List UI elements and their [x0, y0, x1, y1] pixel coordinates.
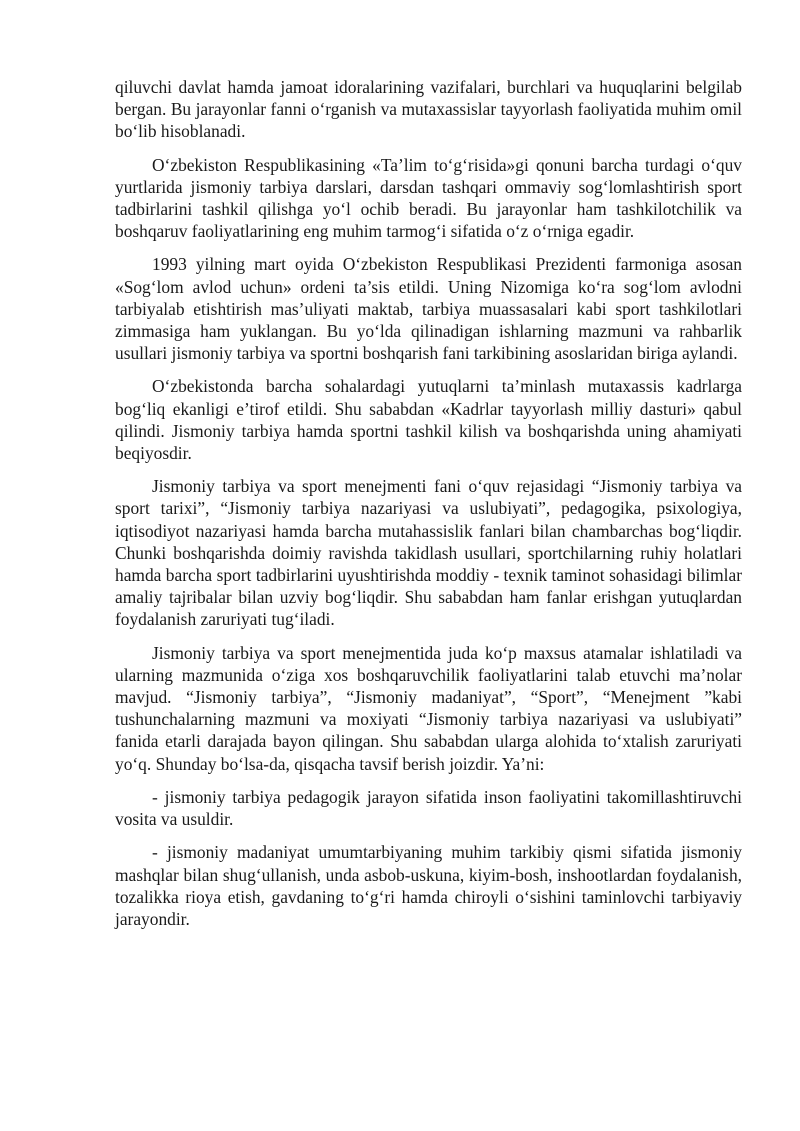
paragraph-healthy-generation-order: 1993 yilning mart oyida O‘zbekiston Respublikasi Prezidenti farmoniga asosan «Sog‘lom avlod uchun» ordeni ta’sis etildi. Uning Nizomiga ko‘ra sog‘lom avlodni tarbiyalab etishtirish mas’uliyati maktab, tarbiya muassasalari kabi sport tashkilotlari zimmasiga ham yuklangan. Bu yo‘lda qilinadigan ishlarning mazmuni va rahbarlik usullari jismoniy tarbiya va sportni boshqarish fani tarkibining asoslaridan biriga aylandi. — [115, 254, 742, 364]
paragraph-terminology: Jismoniy tarbiya va sport menejmentida juda ko‘p maxsus atamalar ishlatiladi va ularning mazmunida o‘ziga xos boshqaruvchilik faoliyatlarini talab etuvchi ma’nolar mavjud. “Jismoniy tarbiya”, “Jismoniy madaniyat”, “Sport”, “Menejment ”kabi tushunchalarning mazmuni va moxiyati “Jismoniy tarbiya nazariyasi va uslubiyati” fanida etarli darajada bayon qilingan. Shu sababdan ularga alohida to‘xtalish zaruriyati yo‘q. Shunday bo‘lsa-da, qisqacha tavsif berish joizdir. Ya’ni: — [115, 642, 742, 774]
document-page — [115, 76, 742, 941]
paragraph-personnel-training: O‘zbekistonda barcha sohalardagi yutuqlarni ta’minlash mutaxassis kadrlarga bog‘liq ekanligi e’tirof etildi. Shu sababdan «Kadrlar tayyorlash milliy dasturi» qabul qilindi. Jismoniy tarbiya hamda sportni tashkil kilish va boshqarishda uning ahamiyati beqiyosdir. — [115, 376, 742, 464]
paragraph-continuation: qiluvchi davlat hamda jamoat idoralarining vazifalari, burchlari va huquqlarini belgilab bergan. Bu jarayonlar fanni o‘rganish va mutaxassislar tayyorlash faoliyatida muhim omil bo‘lib hisoblanadi. — [115, 77, 742, 142]
list-item-physical-education: - jismoniy tarbiya pedagogik jarayon sifatida inson faoliyatini takomillashtiruvchi vosita va usuldir. — [115, 786, 742, 830]
list-item-physical-culture: - jismoniy madaniyat umumtarbiyaning muhim tarkibiy qismi sifatida jismoniy mashqlar bilan shug‘ullanish, unda asbob-uskuna, kiyim-bosh, inshootlardan foydalanish, tozalikka rioya etish, gavdaning to‘g‘ri hamda chiroyli o‘sishini taminlovchi tarbiyaviy jarayondir. — [115, 842, 742, 929]
paragraph-education-law: O‘zbekiston Respublikasining «Ta’lim to‘g‘risida»gi qonuni barcha turdagi o‘quv yurtlarida jismoniy tarbiya darslari, darsdan tashqari ommaviy sog‘lomlashtirish sport tadbirlarini tashkil qilishga yo‘l ochib beradi. Bu jarayonlar ham tashkilotchilik va boshqaruv faoliyatlarining eng muhim tarmog‘i sifatida o‘z o‘rniga egadir. — [115, 154, 742, 242]
paragraph-related-disciplines: Jismoniy tarbiya va sport menejmenti fani o‘quv rejasidagi “Jismoniy tarbiya va sport tarixi”, “Jismoniy tarbiya nazariyasi va uslubiyati”, pedagogika, psixologiya, iqtisodiyot nazariyasi hamda barcha mutahassislik fanlari bilan chambarchas bog‘liqdir. Chunki boshqarishda doimiy ravishda takidlash usullari, sportchilarning ruhiy holatlari hamda barcha sport tadbirlarini uyushtirishda moddiy - texnik taminot sohasidagi bilimlar amaliy tajribalar bilan uzviy bog‘liqdir. Shu sababdan ham fanlar erishgan yutuqlardan foydalanish zaruriyati tug‘iladi. — [115, 476, 742, 630]
